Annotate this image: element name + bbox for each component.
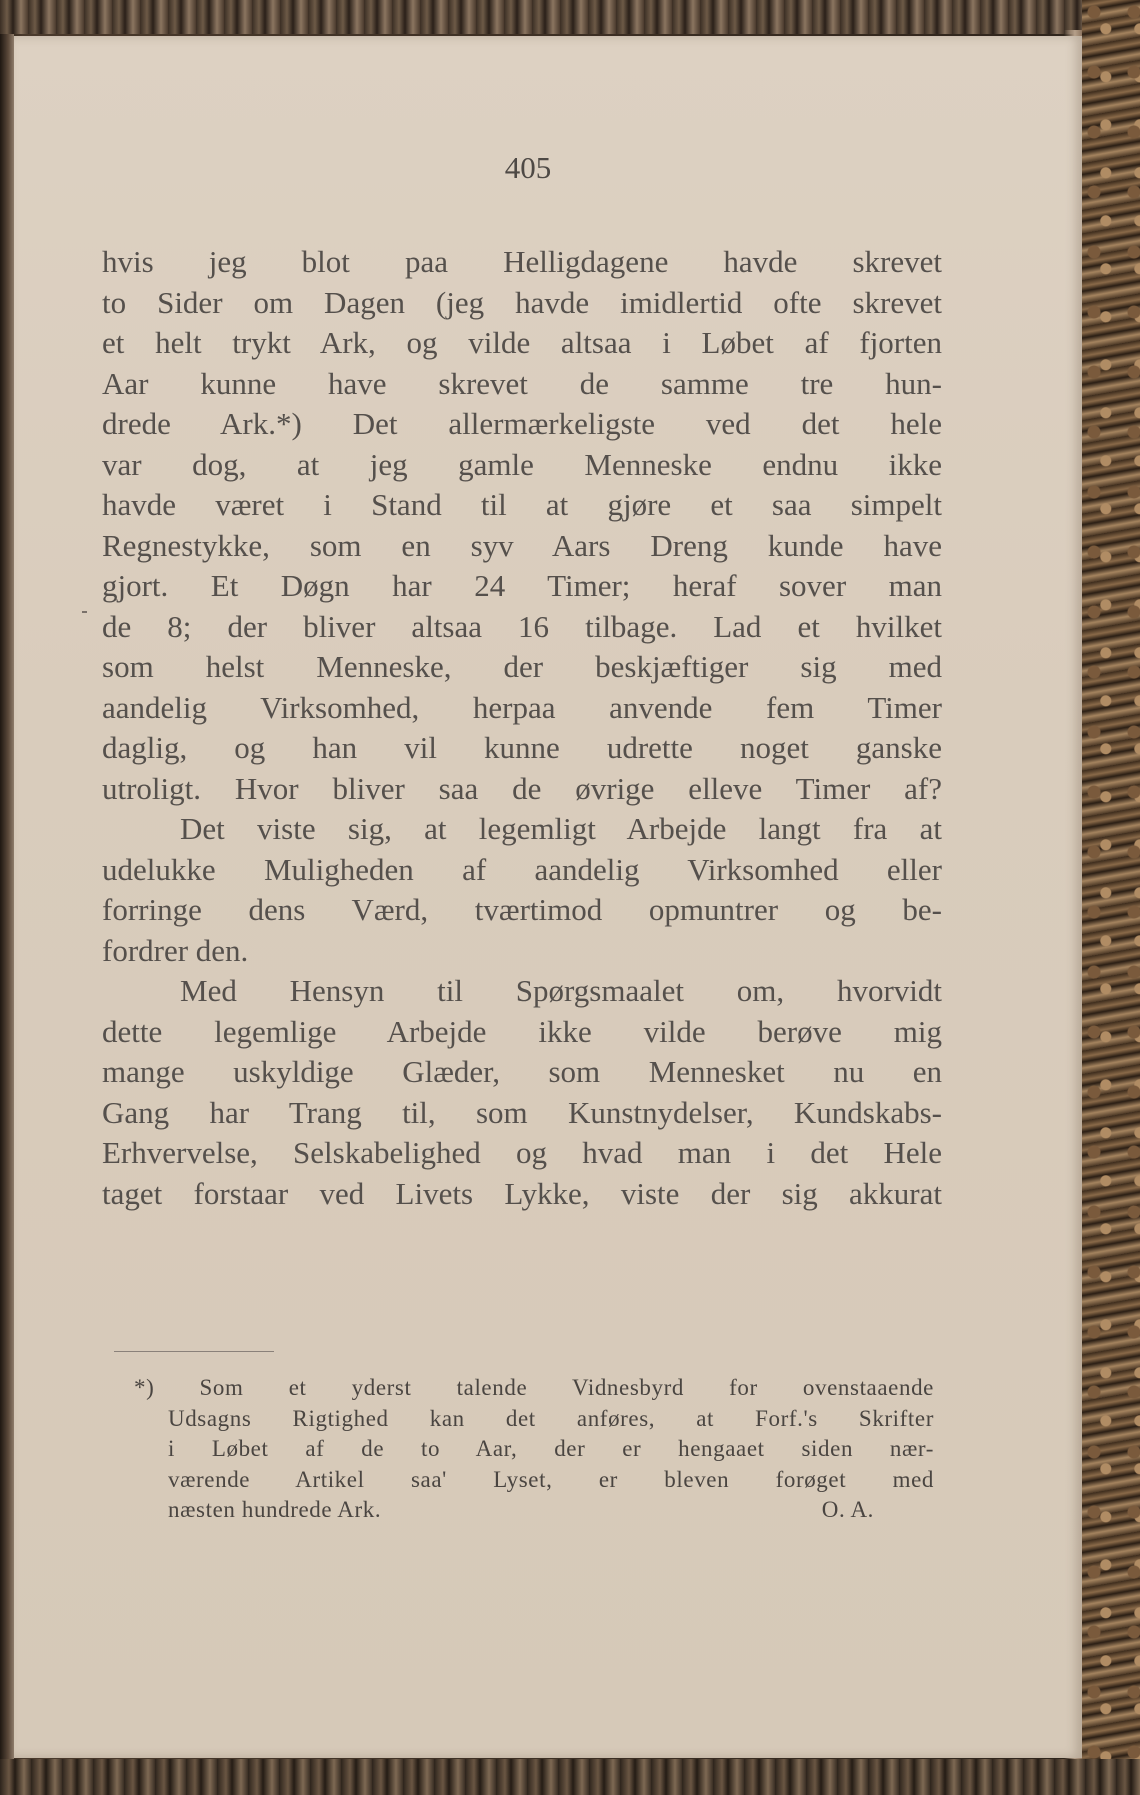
footnote-divider	[114, 1351, 274, 1352]
body-line: mange uskyldige Glæder, som Mennesket nu en	[102, 1054, 942, 1089]
paper-page	[14, 36, 1082, 1758]
top-binding-edge	[0, 0, 1140, 34]
paragraph-start-line: Det viste sig, at legemligt Arbejde langt fra at	[180, 811, 942, 846]
bottom-binding-edge	[0, 1759, 1140, 1795]
body-line: hvis jeg blot paa Helligdagene havde skrevet	[102, 244, 942, 279]
body-line: udelukke Muligheden af aandelig Virksomhed eller	[102, 851, 942, 887]
paragraph-end-line: fordrer den.	[102, 932, 249, 968]
body-line: forringe dens Værd, tværtimod opmuntrer og be-	[102, 892, 942, 927]
body-line: dette legemlige Arbejde ikke vilde berøve mig	[102, 1013, 942, 1049]
body-line: Aar kunne have skrevet de samme tre hun-	[102, 365, 942, 401]
body-line: aandelig Virksomhed, herpaa anvende fem Timer	[102, 689, 942, 725]
body-line: taget forstaar ved Livets Lykke, viste der sig akkurat	[102, 1175, 942, 1211]
body-line: Gang har Trang til, som Kunstnydelser, Kundskabs-	[102, 1094, 942, 1130]
footnote	[134, 1373, 934, 1526]
footnote-line: værende Artikel saa' Lyset, er bleven forøget med	[168, 1466, 934, 1492]
body-line: som helst Menneske, der beskjæftiger sig med	[102, 649, 942, 684]
footnote-line: næsten hundrede Ark.	[168, 1497, 382, 1522]
body-line: havde været i Stand til at gjøre et saa simpelt	[102, 487, 942, 522]
page-number: 405	[504, 150, 552, 185]
footnote-signature: O. A.	[821, 1497, 874, 1522]
body-line: utroligt. Hvor bliver saa de øvrige elleve Timer af?	[102, 770, 942, 806]
body-line: to Sider om Dagen (jeg havde imidlertid ofte skrevet	[102, 284, 942, 320]
left-scan-edge	[0, 0, 14, 1795]
footnote-last-line	[134, 1495, 934, 1526]
footnote-line: i Løbet af de to Aar, der er hengaaet siden nær-	[168, 1436, 934, 1461]
paragraph-start-line: Med Hensyn til Spørgsmaalet om, hvorvidt	[180, 973, 942, 1008]
marbled-cover-edge	[1082, 0, 1140, 1795]
body-line: gjort. Et Døgn har 24 Timer; heraf sover man	[102, 568, 942, 603]
footnote-line: *) Som et yderst talende Vidnesbyrd for ovenstaaende	[134, 1375, 934, 1400]
body-line: et helt trykt Ark, og vilde altsaa i Løbet af fjorten	[102, 325, 942, 360]
body-line: var dog, at jeg gamle Menneske endnu ikke	[102, 446, 942, 482]
body-line: de 8; der bliver altsaa 16 tilbage. Lad et hvilket	[102, 608, 942, 644]
body-line: Regnestykke, som en syv Aars Dreng kunde have	[102, 527, 942, 563]
body-line: daglig, og han vil kunne udrette noget ganske	[102, 730, 942, 765]
footnote-line: Udsagns Rigtighed kan det anføres, at Forf.'s Skrifter	[168, 1405, 934, 1431]
body-line: drede Ark.*) Det allermærkeligste ved det hele	[102, 406, 942, 441]
margin-mark	[82, 611, 87, 613]
body-line: Erhvervelse, Selskabelighed og hvad man i det Hele	[102, 1135, 942, 1170]
body-text	[102, 242, 942, 1214]
